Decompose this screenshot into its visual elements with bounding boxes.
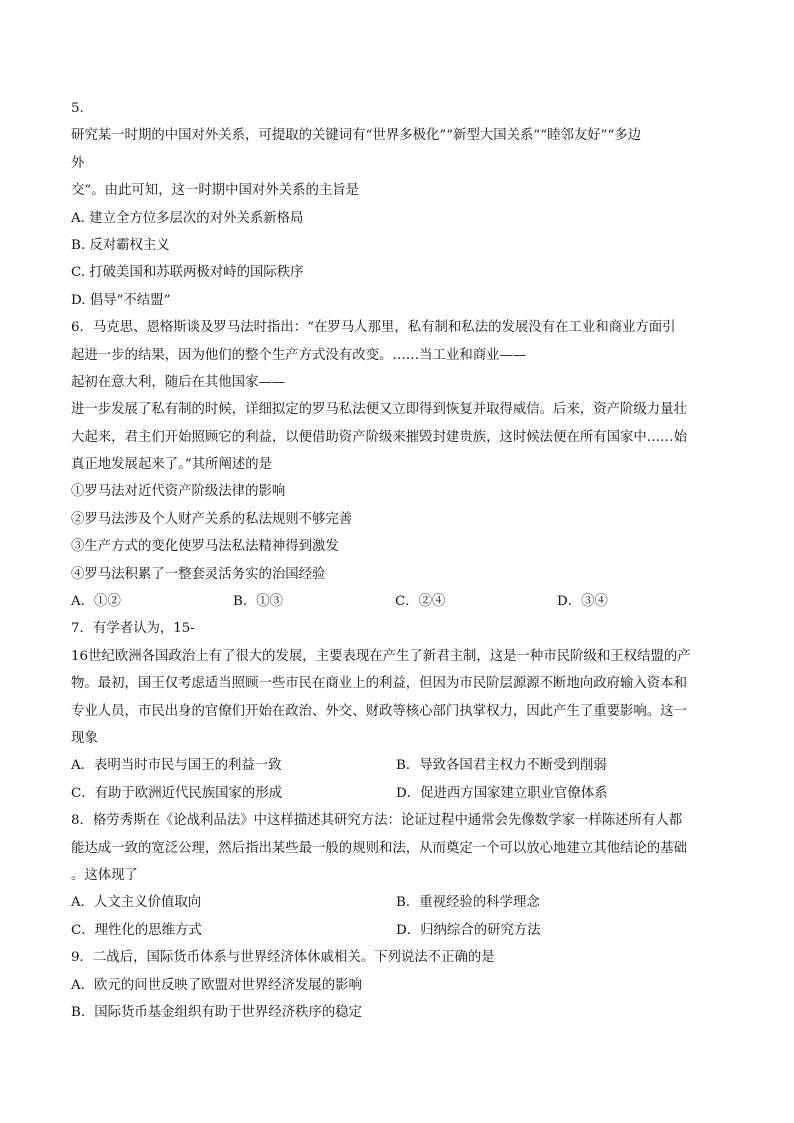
option-c: C．有助于欧洲近代民族国家的形成 xyxy=(71,785,283,801)
question-stem-line: 真正地发展起来了。”其所阐述的是 xyxy=(71,457,273,473)
option-d: D. 倡导“不结盟” xyxy=(71,292,171,308)
statement-item: ④罗马法积累了一整套灵活务实的治国经验 xyxy=(71,566,326,582)
statement-item: ②罗马法涉及个人财产关系的私法规则不够完善 xyxy=(71,511,353,527)
question-9 xyxy=(71,944,721,1026)
question-stem-line: 外 xyxy=(71,155,85,171)
question-stem-line: 7．有学者认为，15- xyxy=(71,621,195,637)
question-stem-line: 6．马克思、恩格斯谈及罗马法时指出：“在罗马人那里，私有制和私法的发展没有在工业和商业方面引 xyxy=(71,320,676,336)
option-a: A．欧元的问世反映了欧盟对世界经济发展的影响 xyxy=(71,977,362,993)
option-b: B．重视经验的科学理念 xyxy=(396,895,540,911)
option-d: D．促进西方国家建立职业官僚体系 xyxy=(396,785,608,801)
option-c: C．理性化的思维方式 xyxy=(71,922,202,938)
option-a: A．①② xyxy=(71,594,121,610)
exam-page xyxy=(71,95,721,1026)
question-stem-line: 大起来，君主们开始照顾它的利益，以便借助资产阶级来摧毁封建贵族，这时候法便在所有国家中……始 xyxy=(71,429,687,445)
question-stem-line: 研究某一时期的中国对外关系，可提取的关键词有“世界多极化”“新型大国关系”“睦邻友好”“多边 xyxy=(71,128,642,144)
question-stem-line: 9．二战后，国际货币体系与世界经济体休戚相关。下列说法不正确的是 xyxy=(71,950,495,966)
options-row xyxy=(71,889,721,916)
options-row xyxy=(71,780,721,807)
statement-item: ①罗马法对近代资产阶级法律的影响 xyxy=(71,484,286,500)
option-b: B．①③ xyxy=(233,594,284,610)
option-b: B．国际货币基金组织有助于世界经济秩序的稳定 xyxy=(71,1004,363,1020)
option-a: A. 建立全方位多层次的对外关系新格局 xyxy=(71,210,304,226)
question-5 xyxy=(71,95,721,314)
option-c: C．②④ xyxy=(395,594,446,610)
option-c: C. 打破美国和苏联两极对峙的国际秩序 xyxy=(71,265,304,281)
option-d: D．归纳综合的研究方法 xyxy=(396,922,541,938)
question-stem-line: 。这体现了 xyxy=(71,867,138,883)
question-stem-line: 8．格劳秀斯在《论战利品法》中这样描述其研究方法：论证过程中通常会先像数学家一样陈述所有人都 xyxy=(71,813,683,829)
option-a: A．表明当时市民与国王的利益一致 xyxy=(71,758,282,774)
options-row xyxy=(71,917,721,944)
options-row xyxy=(71,752,721,779)
question-8 xyxy=(71,807,721,944)
question-number: 5. xyxy=(71,101,84,116)
question-7 xyxy=(71,615,721,807)
question-stem-line: 能达成一致的宽泛公理，然后指出某些最一般的规则和法，从而奠定一个可以放心地建立其他结论的基础 xyxy=(71,840,687,856)
statement-item: ③生产方式的变化使罗马法私法精神得到激发 xyxy=(71,539,339,555)
question-stem-line: 进一步发展了私有制的时候，详细拟定的罗马私法便又立即得到恢复并取得威信。后来，资产阶级力量壮 xyxy=(71,402,687,418)
option-a: A．人文主义价值取向 xyxy=(71,895,202,911)
question-stem-line: 专业人员，市民出身的官僚们开始在政治、外交、财政等核心部门执掌权力，因此产生了重要影响。这一 xyxy=(71,703,687,719)
question-stem-line: 物。最初，国王仅考虑适当照顾一些市民在商业上的利益，但因为市民阶层源源不断地向政府输入资本和 xyxy=(71,676,687,692)
option-b: B．导致各国君主权力不断受到削弱 xyxy=(396,758,607,774)
options-row xyxy=(71,588,721,615)
option-b: B. 反对霸权主义 xyxy=(71,237,170,253)
question-stem-line: 起初在意大利，随后在其他国家—— xyxy=(71,374,286,390)
question-stem-line: 16世纪欧洲各国政治上有了很大的发展，主要表现在产生了新君主制，这是一种市民阶级和王权结盟的产 xyxy=(71,648,691,664)
question-6 xyxy=(71,314,721,615)
question-stem-line: 交”。由此可知，这一时期中国对外关系的主旨是 xyxy=(71,183,360,199)
question-stem-line: 现象 xyxy=(71,730,98,746)
question-stem-line: 起进一步的结果，因为他们的整个生产方式没有改变。……当工业和商业—— xyxy=(71,347,527,363)
option-d: D．③④ xyxy=(557,594,608,610)
